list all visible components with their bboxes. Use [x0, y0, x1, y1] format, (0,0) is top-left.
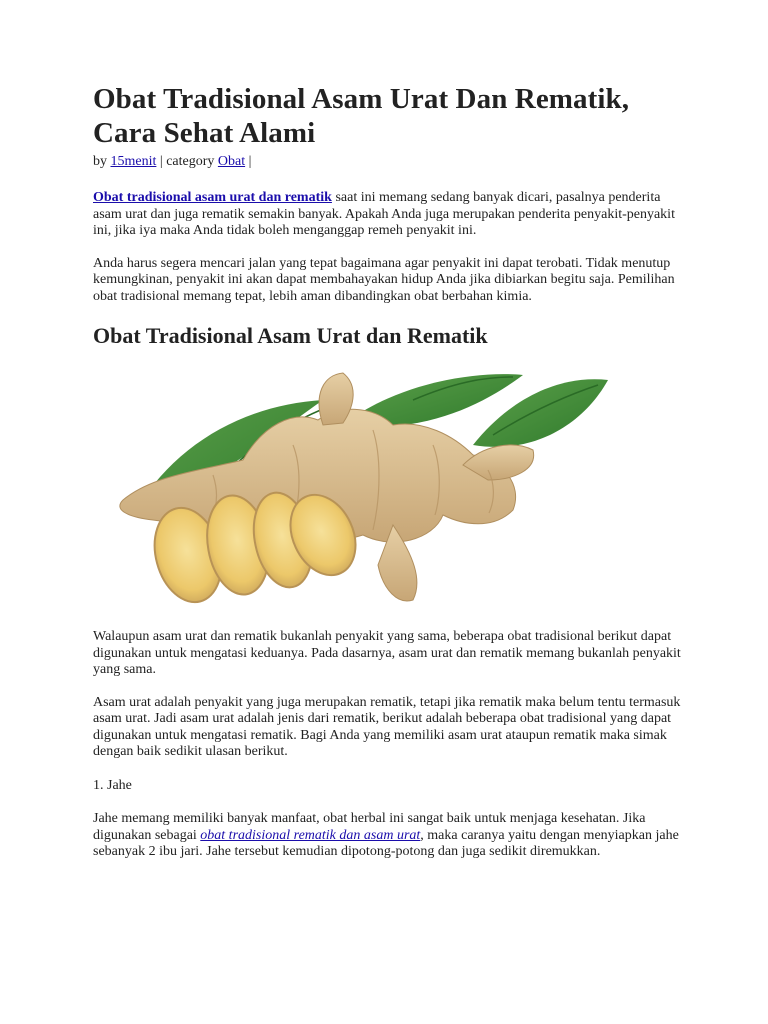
- jahe-text-after: , maka caranya yaitu dengan menyiapkan jahe sebanyak 2 ibu jari. Jahe tersebut kemudian dipotong-potong dan juga sedikit diremukkan.: [93, 827, 679, 859]
- paragraph-jahe: [93, 811, 683, 861]
- paragraph-2: Anda harus segera mencari jalan yang tepat bagaimana agar penyakit ini dapat terobati. Tidak menutup kemungkinan, penyakit ini akan dapat membahayakan hidup Anda jika dibiarkan begitu saja. Pemilihan obat tradisional memang tepat, lebih aman dibandingkan obat berbahan kimia.: [93, 255, 675, 304]
- list-item-jahe: 1. Jahe: [93, 777, 132, 793]
- jahe-keyword-link[interactable]: obat tradisional rematik dan asam urat: [200, 827, 421, 843]
- article-title: Obat Tradisional Asam Urat Dan Rematik, Cara Sehat Alami: [93, 83, 630, 149]
- intro-keyword-link[interactable]: Obat tradisional asam urat dan rematik: [93, 190, 332, 205]
- paragraph-3: Walaupun asam urat dan rematik bukanlah penyakit yang sama, beberapa obat tradisional berikut dapat digunakan untuk mengatasi keduanya. Pada dasarnya, asam urat dan rematik memang bukanlah penyakit yang sama.: [93, 629, 681, 677]
- section-heading: Obat Tradisional Asam Urat dan Rematik: [93, 323, 488, 348]
- category-link[interactable]: Obat: [217, 154, 246, 169]
- ginger-photo: [93, 365, 613, 615]
- byline: [93, 153, 683, 171]
- byline-end: |: [245, 154, 252, 169]
- intro-paragraph: [93, 190, 683, 240]
- paragraph-4: Asam urat adalah penyakit yang juga merupakan rematik, tetapi jika rematik maka belum tentu termasuk asam urat. Jadi asam urat adalah jenis dari rematik, berikut adalah beberapa obat tradisional yang dapat digunakan untuk mengatasi rematik. Bagi Anda yang memiliki asam urat ataupun rematik maka simak dengan baik sedikit ulasan berikut.: [93, 694, 681, 759]
- article-body: [93, 82, 683, 861]
- byline-by: by: [93, 154, 111, 169]
- author-link[interactable]: 15menit: [110, 154, 157, 169]
- jahe-text-before: Jahe memang memiliki banyak manfaat, obat herbal ini sangat baik untuk menjaga kesehatan. Jika digunakan sebagai: [93, 811, 646, 843]
- intro-text: saat ini memang sedang banyak dicari, pasalnya penderita asam urat dan juga rematik semakin banyak. Apakah Anda juga merupakan penderita penyakit-penyakit ini, jika iya maka Anda tidak boleh menganggap remeh penyakit ini.: [93, 190, 675, 238]
- byline-category-label: | category: [156, 154, 218, 169]
